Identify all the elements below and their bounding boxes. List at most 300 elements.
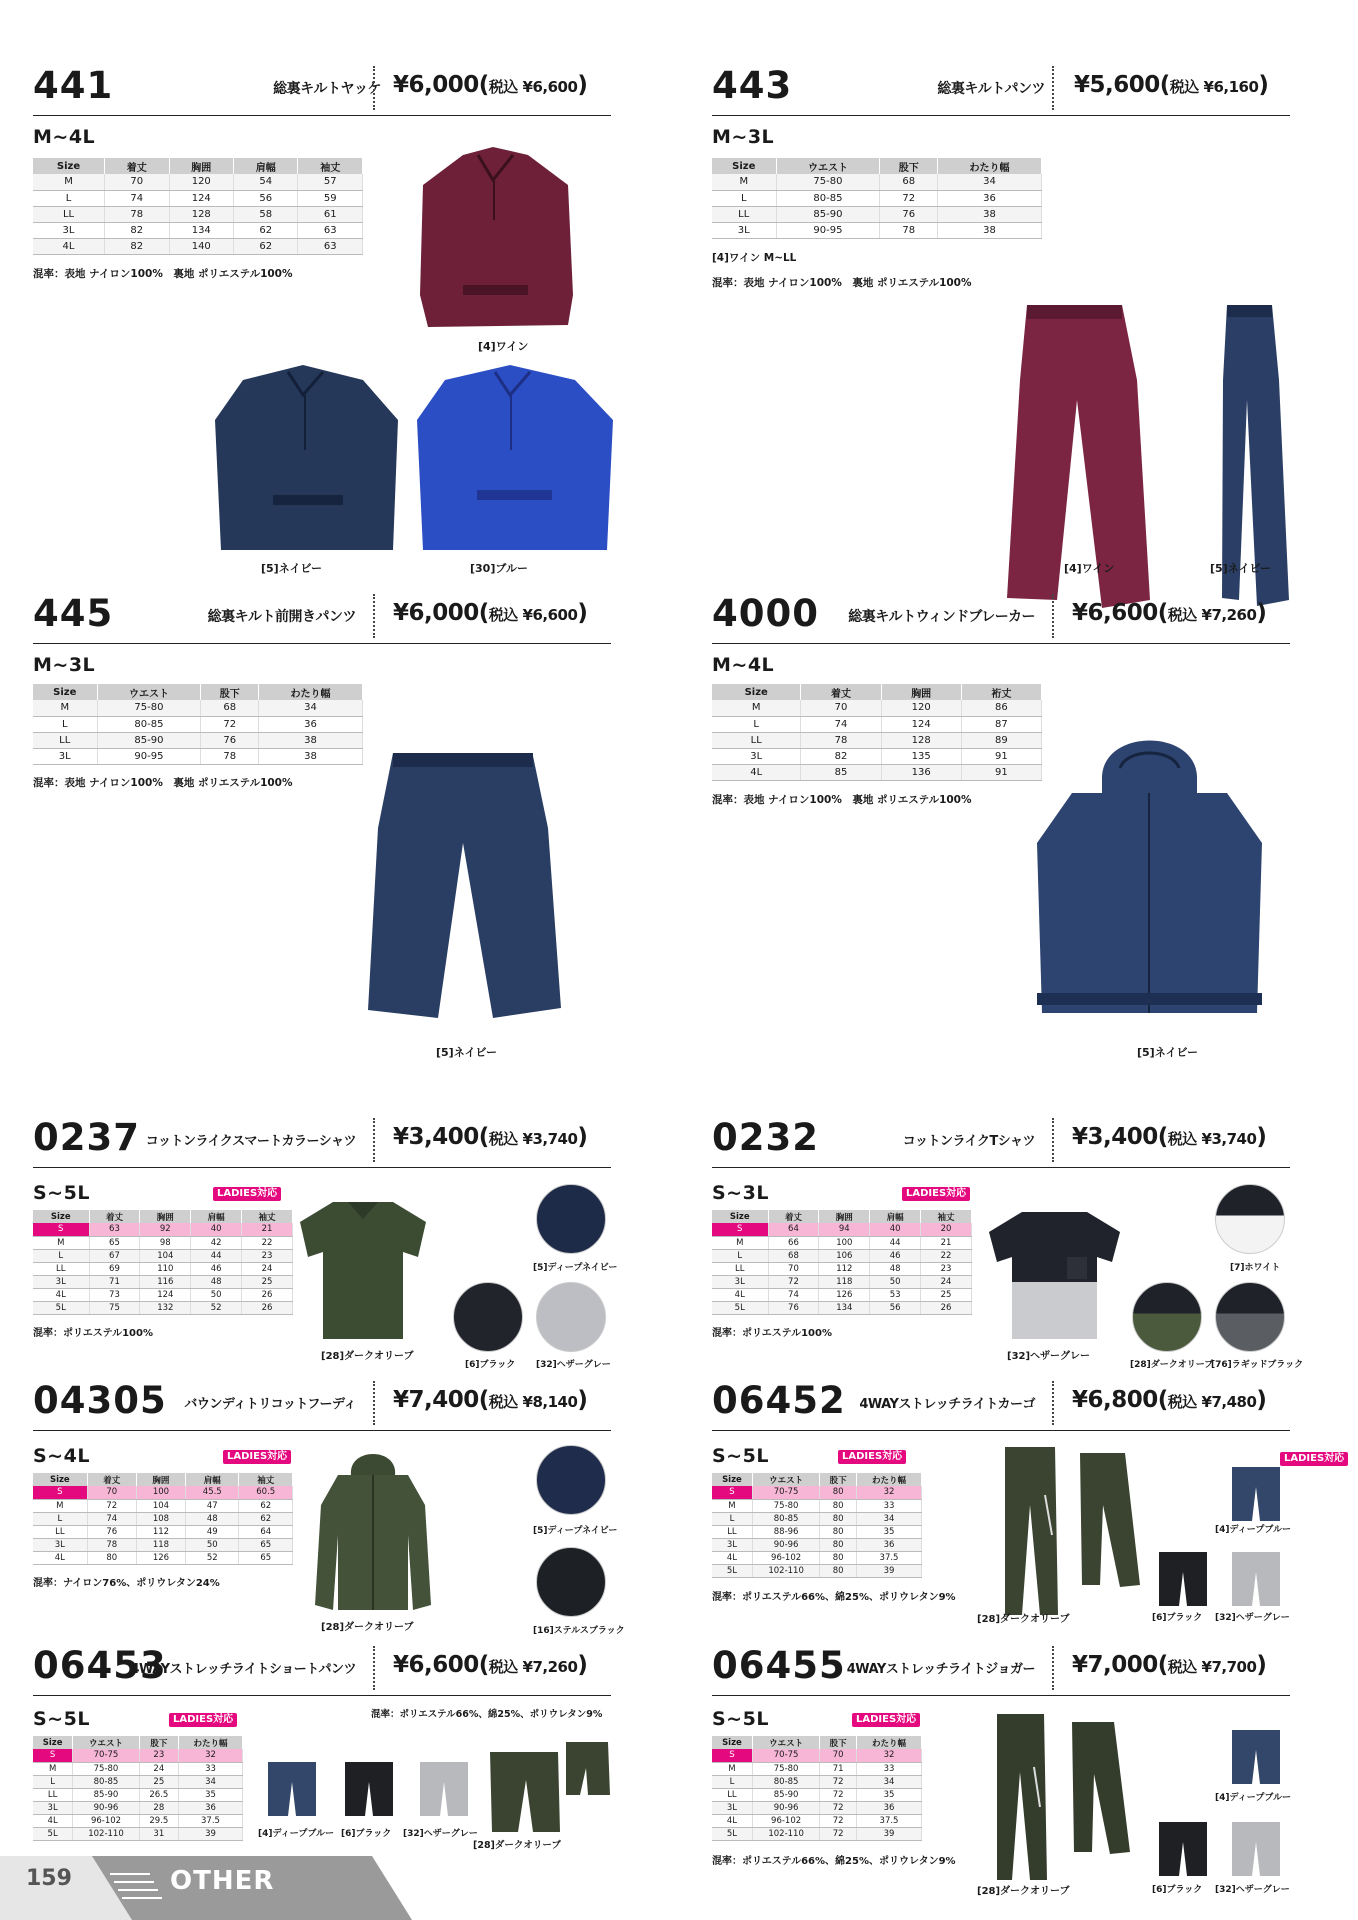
jacket-blue-photo — [415, 360, 615, 555]
color-caption: [5]ネイビー — [1137, 1046, 1199, 1059]
table-cell: 72 — [87, 1499, 136, 1512]
table-cell: 100 — [819, 1236, 870, 1249]
table-cell: 75 — [89, 1301, 140, 1314]
table-cell: 52 — [186, 1551, 239, 1564]
shorts-black-swatch — [1157, 1550, 1209, 1608]
table-cell: 46 — [870, 1249, 921, 1262]
table-row — [33, 1551, 293, 1564]
table-cell: 80 — [820, 1551, 857, 1564]
table-cell: 60.5 — [239, 1486, 293, 1499]
material-text: 混率：ポリエステル66%、綿25%、ポリウレタン9% — [712, 1856, 956, 1867]
product-code: 4000 — [712, 592, 819, 635]
table-cell: M — [33, 1236, 89, 1249]
table-cell: 120 — [169, 174, 233, 190]
color-caption: [4]ディープブルー — [1215, 1793, 1291, 1803]
table-row — [712, 1486, 922, 1499]
table-row — [33, 238, 363, 254]
color-caption: [32]ヘザーグレー — [1215, 1613, 1290, 1623]
divider — [1052, 594, 1054, 638]
table-row — [712, 1275, 972, 1288]
product-price: ¥3,400(税込 ¥3,740) — [1072, 1124, 1267, 1150]
table-cell: 56 — [234, 190, 298, 206]
table-cell: 34 — [857, 1775, 922, 1788]
table-cell: M — [33, 174, 105, 190]
table-cell: 82 — [801, 748, 881, 764]
table-cell: 4L — [712, 1814, 752, 1827]
jacket-navy-photo — [213, 360, 403, 555]
table-cell: L — [33, 716, 97, 732]
table-header: 肩幅 — [870, 1210, 921, 1223]
color-caption: [7]ホワイト — [1230, 1263, 1281, 1273]
table-cell: 32 — [857, 1486, 922, 1499]
table-cell: 72 — [820, 1827, 857, 1840]
product-code: 443 — [712, 64, 793, 107]
table-row — [33, 1486, 293, 1499]
table-cell: 3L — [33, 1275, 89, 1288]
table-header: 胸囲 — [169, 158, 233, 174]
color-caption: [28]ダークオリーブ — [977, 1614, 1070, 1625]
table-cell: 5L — [33, 1301, 89, 1314]
color-caption: [4]ワイン — [1064, 562, 1115, 575]
table-row — [712, 716, 1042, 732]
table-cell: 48 — [870, 1262, 921, 1275]
table-header: 股下 — [201, 684, 259, 700]
product-header — [712, 60, 1290, 116]
table-row — [33, 1827, 243, 1840]
size-range: S~5L — [712, 1708, 769, 1730]
table-cell: 52 — [191, 1301, 242, 1314]
size-table — [33, 1736, 243, 1841]
product-header — [33, 1640, 611, 1696]
table-cell: 82 — [105, 222, 169, 238]
material-text: 混率：ポリエステル100% — [33, 1328, 153, 1339]
hoodie-black-swatch — [536, 1547, 606, 1617]
table-cell: 26 — [242, 1301, 293, 1314]
table-cell: 3L — [712, 748, 801, 764]
table-row — [33, 1775, 243, 1788]
table-cell: 75-80 — [776, 174, 880, 190]
table-cell: 68 — [201, 700, 259, 716]
table-cell: LL — [33, 1788, 73, 1801]
color-caption: [6]ブラック — [341, 1829, 392, 1839]
table-cell: 108 — [136, 1512, 185, 1525]
table-row — [712, 206, 1042, 222]
table-cell: 62 — [234, 238, 298, 254]
table-cell: 70 — [801, 700, 881, 716]
product-name: 4WAYストレッチライトカーゴ — [859, 1397, 1035, 1412]
table-cell: 75-80 — [73, 1762, 139, 1775]
table-cell: 134 — [169, 222, 233, 238]
material-text: 混率：表地 ナイロン100% 裏地 ポリエステル100% — [712, 277, 972, 289]
table-cell: L — [712, 1775, 752, 1788]
table-cell: 70-75 — [752, 1486, 819, 1499]
table-row — [33, 206, 363, 222]
table-cell: 90-96 — [73, 1801, 139, 1814]
table-cell: 136 — [881, 764, 961, 780]
table-cell: L — [33, 1512, 87, 1525]
table-cell: 37.5 — [857, 1814, 922, 1827]
table-row — [33, 1262, 293, 1275]
product-name: コットンライクTシャツ — [902, 1134, 1035, 1149]
shorts-black-photo — [343, 1760, 395, 1818]
table-cell: 85-90 — [97, 732, 201, 748]
table-cell: 57 — [298, 174, 363, 190]
table-cell: S — [33, 1749, 73, 1762]
table-cell: 63 — [298, 222, 363, 238]
table-header: 袖丈 — [921, 1210, 972, 1223]
size-range: M~4L — [33, 126, 96, 148]
material-text: 混率：ポリエステル66%、綿25%、ポリウレタン9% — [371, 1709, 603, 1720]
table-cell: 31 — [139, 1827, 178, 1840]
table-cell: 72 — [768, 1275, 819, 1288]
table-cell: 72 — [820, 1775, 857, 1788]
table-cell: 3L — [33, 222, 105, 238]
product-code: 445 — [33, 592, 114, 635]
table-cell: 96-102 — [752, 1551, 819, 1564]
color-caption: [32]ヘザーグレー — [1215, 1885, 1290, 1895]
product-code: 06452 — [712, 1379, 846, 1422]
table-row — [712, 1301, 972, 1314]
table-cell: LL — [712, 1262, 768, 1275]
table-cell: 32 — [857, 1749, 922, 1762]
table-cell: 50 — [870, 1275, 921, 1288]
table-cell: 112 — [819, 1262, 870, 1275]
ladies-badge: LADIES対応 — [169, 1713, 237, 1727]
table-row — [33, 1525, 293, 1538]
table-cell: S — [712, 1486, 752, 1499]
table-cell: L — [33, 1249, 89, 1262]
shirt-grey-swatch — [536, 1282, 606, 1352]
table-cell: 74 — [768, 1288, 819, 1301]
table-header: 着丈 — [105, 158, 169, 174]
product-price: ¥6,600(税込 ¥7,260) — [1072, 600, 1267, 626]
table-row — [712, 1223, 972, 1236]
table-row — [712, 1762, 922, 1775]
table-row — [33, 1236, 293, 1249]
table-cell: 72 — [820, 1814, 857, 1827]
table-row — [33, 1499, 293, 1512]
table-cell: 49 — [186, 1525, 239, 1538]
table-row — [33, 1288, 293, 1301]
table-cell: L — [712, 1512, 752, 1525]
product-name: 総裏キルトパンツ — [937, 81, 1045, 97]
table-row — [712, 1788, 922, 1801]
table-header: 着丈 — [801, 684, 881, 700]
table-cell: 38 — [938, 206, 1042, 222]
product-06455 — [712, 1640, 1291, 1897]
product-code: 04305 — [33, 1379, 167, 1422]
table-cell: 78 — [801, 732, 881, 748]
shirt-navy-swatch — [536, 1184, 606, 1254]
table-header: 胸囲 — [819, 1210, 870, 1223]
table-row — [33, 1749, 243, 1762]
size-range: S~5L — [33, 1182, 90, 1204]
size-table — [33, 1473, 293, 1565]
table-header: 股下 — [880, 158, 938, 174]
tshirt-grey-photo — [987, 1207, 1122, 1342]
color-caption: [32]ヘザーグレー — [1007, 1351, 1091, 1362]
table-cell: LL — [33, 1525, 87, 1538]
table-header: わたり幅 — [857, 1736, 922, 1749]
color-caption: [76]ラギッドブラック — [1211, 1360, 1304, 1370]
size-table — [712, 1210, 972, 1315]
table-cell: 62 — [239, 1512, 293, 1525]
table-cell: 65 — [239, 1551, 293, 1564]
color-caption: [32]ヘザーグレー — [403, 1829, 478, 1839]
table-cell: 3L — [712, 1275, 768, 1288]
table-cell: 22 — [242, 1236, 293, 1249]
table-cell: 4L — [33, 1288, 89, 1301]
divider — [1052, 1118, 1054, 1162]
table-cell: 64 — [239, 1525, 293, 1538]
table-header: 袖丈 — [242, 1210, 293, 1223]
table-cell: 38 — [259, 732, 363, 748]
table-row — [33, 1788, 243, 1801]
size-range: S~5L — [33, 1708, 90, 1730]
size-range: S~5L — [712, 1445, 769, 1467]
table-header: 裄丈 — [961, 684, 1041, 700]
table-cell: 132 — [140, 1301, 191, 1314]
table-header: Size — [33, 1210, 89, 1223]
table-cell: 89 — [961, 732, 1041, 748]
table-cell: 24 — [242, 1262, 293, 1275]
table-row — [712, 190, 1042, 206]
tshirt-olive-swatch — [1132, 1282, 1202, 1352]
table-header: Size — [712, 1210, 768, 1223]
table-cell: 35 — [178, 1788, 242, 1801]
table-cell: 102-110 — [73, 1827, 139, 1840]
page-number: 159 — [26, 1866, 72, 1891]
table-row — [712, 222, 1042, 238]
table-cell: 36 — [259, 716, 363, 732]
table-header: ウエスト — [97, 684, 201, 700]
product-code: 06453 — [33, 1644, 167, 1687]
table-cell: 5L — [712, 1301, 768, 1314]
ladies-badge: LADIES対応 — [838, 1450, 906, 1464]
table-row — [712, 1801, 922, 1814]
color-caption: [5]ディープネイビー — [533, 1526, 618, 1536]
table-cell: 64 — [768, 1223, 819, 1236]
table-row — [712, 1551, 922, 1564]
table-cell: 80 — [820, 1499, 857, 1512]
table-header: 股下 — [820, 1736, 857, 1749]
table-cell: 25 — [921, 1288, 972, 1301]
table-header: Size — [33, 1473, 87, 1486]
shirt-olive-photo — [298, 1197, 428, 1342]
table-cell: 4L — [712, 1288, 768, 1301]
table-cell: 80-85 — [73, 1775, 139, 1788]
table-row — [712, 1288, 972, 1301]
table-cell: 45.5 — [186, 1486, 239, 1499]
table-cell: 102-110 — [752, 1827, 819, 1840]
table-cell: 72 — [201, 716, 259, 732]
table-cell: S — [33, 1486, 87, 1499]
product-price: ¥7,400(税込 ¥8,140) — [393, 1387, 588, 1413]
table-row — [712, 1499, 922, 1512]
product-443 — [712, 60, 1290, 580]
product-header — [33, 588, 611, 644]
table-header: わたり幅 — [178, 1736, 242, 1749]
table-row — [712, 1525, 922, 1538]
table-cell: 48 — [191, 1275, 242, 1288]
table-header: 肩幅 — [186, 1473, 239, 1486]
table-cell: 3L — [33, 1801, 73, 1814]
table-header: Size — [33, 158, 105, 174]
table-cell: 29.5 — [139, 1814, 178, 1827]
table-cell: 85-90 — [776, 206, 880, 222]
table-cell: 80 — [820, 1512, 857, 1525]
table-cell: M — [33, 1762, 73, 1775]
table-cell: 34 — [857, 1512, 922, 1525]
color-caption: [5]ディープネイビー — [533, 1263, 618, 1273]
jogger-olive-photo — [992, 1712, 1137, 1882]
divider — [373, 1381, 375, 1425]
color-caption: [28]ダークオリーブ — [473, 1840, 561, 1851]
size-note: [4]ワイン M~LL — [712, 252, 797, 264]
color-caption: [30]ブルー — [470, 562, 528, 575]
table-header: 着丈 — [768, 1210, 819, 1223]
table-cell: L — [33, 190, 105, 206]
table-cell: 23 — [139, 1749, 178, 1762]
table-cell: 86 — [961, 700, 1041, 716]
table-cell: 66 — [768, 1236, 819, 1249]
shorts-grey-swatch — [1230, 1820, 1282, 1878]
table-row — [712, 764, 1042, 780]
material-text: 混率：表地 ナイロン100% 裏地 ポリエステル100% — [33, 268, 293, 280]
ladies-badge: LADIES対応 — [213, 1187, 281, 1201]
table-row — [712, 732, 1042, 748]
divider — [373, 1118, 375, 1162]
hoodie-navy-swatch — [536, 1445, 606, 1515]
table-cell: 36 — [938, 190, 1042, 206]
divider — [1052, 1381, 1054, 1425]
table-row — [33, 174, 363, 190]
product-name: 総裏キルト前開きパンツ — [207, 609, 356, 625]
table-cell: 33 — [178, 1762, 242, 1775]
table-cell: 135 — [881, 748, 961, 764]
table-row — [33, 1301, 293, 1314]
divider — [1052, 66, 1054, 110]
table-cell: 74 — [105, 190, 169, 206]
table-cell: 75-80 — [752, 1762, 819, 1775]
table-cell: 39 — [857, 1564, 922, 1577]
color-caption: [5]ネイビー — [261, 562, 323, 575]
table-cell: 4L — [33, 238, 105, 254]
size-table — [33, 158, 363, 255]
size-range: M~3L — [712, 126, 775, 148]
table-cell: 26 — [242, 1288, 293, 1301]
table-cell: 80 — [820, 1486, 857, 1499]
table-cell: 35 — [857, 1788, 922, 1801]
table-cell: S — [33, 1223, 89, 1236]
table-cell: 40 — [191, 1223, 242, 1236]
table-cell: 68 — [880, 174, 938, 190]
table-cell: 42 — [191, 1236, 242, 1249]
table-cell: LL — [33, 1262, 89, 1275]
table-cell: 70 — [87, 1486, 136, 1499]
ladies-badge: LADIES対応 — [1280, 1452, 1348, 1466]
table-cell: L — [712, 1249, 768, 1262]
size-range: S~4L — [33, 1445, 90, 1467]
ladies-badge: LADIES対応 — [223, 1450, 291, 1464]
table-cell: 70 — [105, 174, 169, 190]
table-cell: LL — [712, 1788, 752, 1801]
table-cell: 67 — [89, 1249, 140, 1262]
table-cell: 118 — [819, 1275, 870, 1288]
table-cell: 24 — [139, 1762, 178, 1775]
table-cell: 76 — [201, 732, 259, 748]
table-cell: 34 — [178, 1775, 242, 1788]
table-cell: 75-80 — [752, 1499, 819, 1512]
color-caption: [6]ブラック — [1152, 1885, 1203, 1895]
table-row — [33, 1801, 243, 1814]
product-header — [33, 1375, 611, 1431]
product-name: 総裏キルトヤッケ — [273, 81, 381, 97]
material-text: 混率：表地 ナイロン100% 裏地 ポリエステル100% — [33, 777, 293, 789]
table-cell: 3L — [712, 222, 776, 238]
table-header: 袖丈 — [298, 158, 363, 174]
table-cell: 34 — [938, 174, 1042, 190]
table-cell: 126 — [136, 1551, 185, 1564]
table-header: 胸囲 — [881, 684, 961, 700]
table-header: Size — [712, 158, 776, 174]
table-cell: 70-75 — [752, 1749, 819, 1762]
table-cell: L — [712, 716, 801, 732]
table-cell: S — [712, 1749, 752, 1762]
table-cell: 75-80 — [97, 700, 201, 716]
table-cell: 90-95 — [97, 748, 201, 764]
table-cell: 5L — [712, 1564, 752, 1577]
tshirt-camo-swatch — [1215, 1282, 1285, 1352]
table-row — [712, 1749, 922, 1762]
table-cell: 124 — [881, 716, 961, 732]
size-table — [712, 684, 1042, 781]
table-row — [33, 1538, 293, 1551]
table-cell: S — [712, 1223, 768, 1236]
table-cell: 124 — [140, 1288, 191, 1301]
table-row — [712, 1814, 922, 1827]
table-row — [712, 174, 1042, 190]
table-header: Size — [33, 684, 97, 700]
color-caption: [28]ダークオリーブ — [977, 1886, 1070, 1897]
table-header: 着丈 — [89, 1210, 140, 1223]
table-cell: 58 — [234, 206, 298, 222]
product-price: ¥7,000(税込 ¥7,700) — [1072, 1652, 1267, 1678]
table-cell: 76 — [87, 1525, 136, 1538]
table-cell: 3L — [33, 1538, 87, 1551]
table-cell: 98 — [140, 1236, 191, 1249]
table-cell: 4L — [712, 1551, 752, 1564]
table-header: 肩幅 — [234, 158, 298, 174]
table-header: ウエスト — [776, 158, 880, 174]
table-header: ウエスト — [73, 1736, 139, 1749]
table-cell: 71 — [820, 1762, 857, 1775]
table-cell: 73 — [89, 1288, 140, 1301]
table-cell: 80 — [87, 1551, 136, 1564]
table-cell: 25 — [242, 1275, 293, 1288]
product-price: ¥6,800(税込 ¥7,480) — [1072, 1387, 1267, 1413]
product-header — [33, 1112, 611, 1168]
table-cell: 72 — [820, 1801, 857, 1814]
divider — [373, 1646, 375, 1690]
product-code: 06455 — [712, 1644, 846, 1687]
shorts-grey-swatch — [1230, 1550, 1282, 1608]
color-caption: [4]ディープブルー — [258, 1829, 334, 1839]
product-name: 4WAYストレッチライトジョガー — [846, 1662, 1035, 1677]
table-cell: 90-95 — [776, 222, 880, 238]
table-cell: 26.5 — [139, 1788, 178, 1801]
table-cell: 34 — [259, 700, 363, 716]
